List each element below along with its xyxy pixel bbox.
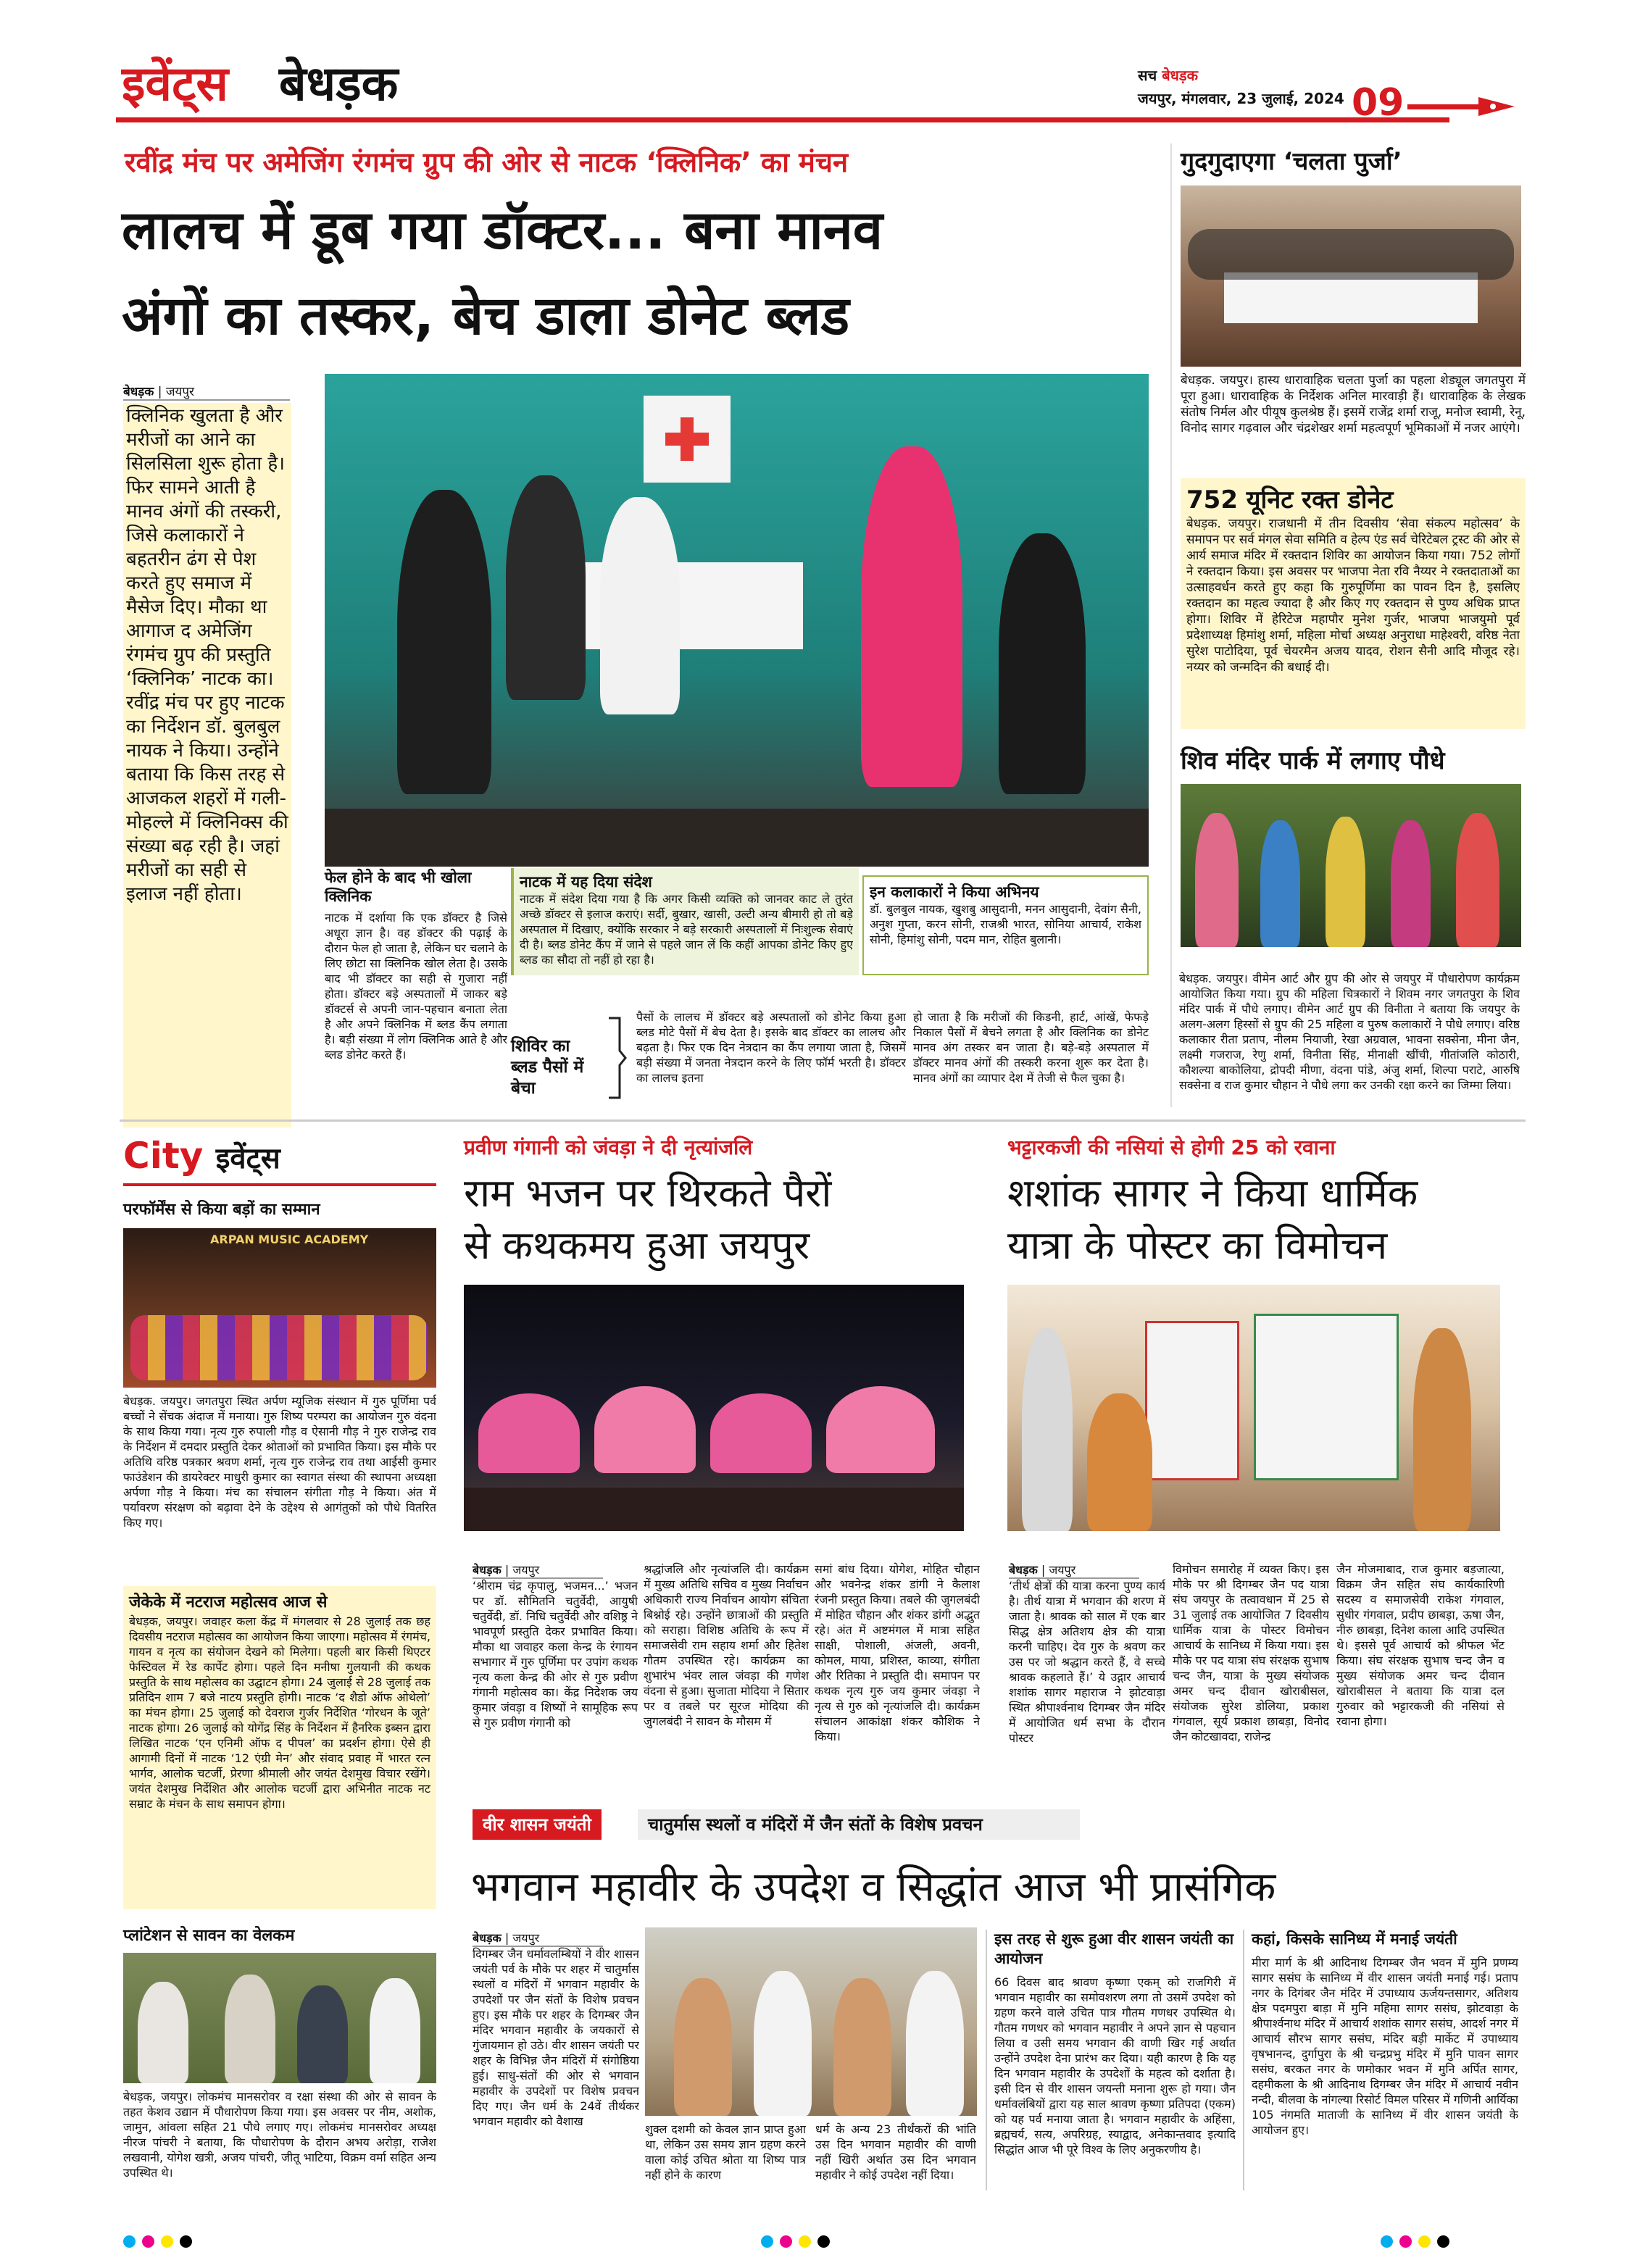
jain-box-venues: [1243, 1930, 1518, 2190]
poster-headline-2: यात्रा के पोस्टर का विमोचन: [1007, 1222, 1388, 1268]
jain-photo: [645, 1927, 977, 2116]
poster-photo: [1007, 1285, 1500, 1531]
jain-col-1: दिगम्बर जैन धर्मावलम्बियों ने वीर शासन जयंती पर्व के मौके पर शहर में चातुर्मास स्थलों व मंदिरों में भगवान महावीर के उपदेशों पर जैन संतों के विशेष प्रवचन हुए। इस मौके पर शहर के दिगम्बर जैन मंदिर भगवान महावीर के जयकारों से गुंजायमान हो उठे। वीर शासन जयंती पर शहर के विभिन्न जैन मंदिरों में संगोष्ठिया हुई। साधु-संतों की ओर से भगवान महावीर के उपदेशों पर विशेष प्रवचन दिए गए। जैन धर्म के 24वें तीर्थकर भगवान महावीर को वैशाख: [473, 1947, 639, 2128]
kathak-col-1: ‘श्रीराम चंद्र कृपालु, भजमन...’ भजन पर डॉ. सौमितनि चतुर्वेदी, आयुषी चतुर्वेदी, डॉ. निधि चतुर्वेदी और वशिष्ठ्र ने भावपूर्ण प्रस्तुति देकर प्रभावित किया। मौका था जवाहर कला केन्द्र के रंगायन सभागार में गुरु पूर्णिमा पर उपांग कथक नृत्य कला केन्द्र की ओर से गुरु प्रवीण गंगानी महोत्सव का। केंद्र निदेशक जय कुमार जंवड़ा व शिष्यों ने सामूहिक रूप से गुरु प्रवीण गंगानी को: [473, 1579, 638, 1730]
jain-tag: वीर शासन जयंती: [473, 1809, 602, 1840]
city-s2-box: [123, 1586, 436, 1909]
byline-city: जयपुर: [165, 385, 194, 399]
lead-box-artists: [862, 875, 1149, 975]
jain-col-2: शुक्ल दशमी को केवल ज्ञान प्राप्त हुआ था, लेकिन उस समय ज्ञान ग्रहण करने वाला कोई उचित श्रोता या शिष्य पात्र नहीं होने के कारण: [645, 2122, 806, 2182]
jain-box2-text: मीरा मार्ग के श्री आदिनाथ दिगम्बर जैन भवन में मुनि प्रणम्य सागर ससंघ के सानिध्य में वीर शासन जयंती मनाई गई। प्रताप नगर के दिगंबर जैन मंदिर में उपाध्याय ऊर्जयन्तसागर, अतिशय क्षेत्र पदमपुरा बाड़ा में मुनि महिमा सागर ससंघ, झोटवाड़ा के श्रीपार्श्वनाथ मंदिर में आचार्य शशांक सागर ससंघ, आदर्श नगर में आचार्य सौरभ सागर ससंघ, मंदिर बड़ी मार्केट में उपाध्याय वृषभानन्द, दुर्गापुरा के श्री चन्द्रप्रभु मंदिर में मुनि पावन सागर ससंघ, बरकत नगर के णमोकार भवन में मुनि अर्पित सागर, दहमीकला के श्री आदिनाथ दिगम्बर जैन मंदिर में आचार्य नवीन नन्दी, बीलवा के नांगल्या रिसोर्ट विमल परिसर में गणिनी आर्यिका 105 नंगमति माताजी के सानिध्य में वीर शासन जयंती के आयोजन हुए।: [1252, 1956, 1518, 2137]
kathak-photo: [464, 1285, 964, 1531]
lead-byline: बेधड़क | जयपुर: [123, 383, 290, 401]
story2-title: 752 यूनिट रक्त डोनेट: [1186, 485, 1394, 514]
paper-tag-1: सच: [1138, 67, 1157, 84]
box2-text: नाटक में संदेश दिया गया है कि अगर किसी व्यक्ति को जानवर काट ले तुरंत अच्छे डॉक्टर से इलाज कराएं। सर्दी, बुखार, खासी, उल्टी अन्य बीमारी हो तो बड़े अस्पताल में दिखाए, क्योंकि सरकार ने बड़े सरकारी अस्पतालों में निःशुल्क सेवाएं दी है। ब्लड डोनेट कैंप में जाने से पहले जान लें कि कहीं आपका डोनेट किए हुए ब्लड का सौदा तो नहीं हो रहा है।: [520, 892, 853, 967]
jain-kicker: चातुर्मास स्थलों व मंदिरों में जैन संतों के विशेष प्रवचन: [638, 1809, 1080, 1840]
box3-title: इन कलाकारों ने किया अभिनय: [870, 883, 1039, 901]
kathak-col-2: श्रद्धांजलि और नृत्यांजलि दी। कार्यक्रम में मुख्य अतिथि सचिव व मुख्य निर्वाचन अधिकारी राज्य निर्वाचन आयोग संचिता बिश्नोई रहे। उन्होंने छात्राओं की प्रस्तुति को सराहा। विशिष्ठ अतिथि के रूप में समाजसेवी राम सहाय शर्मा और हितेश गौतम उपस्थित रहे। कार्यक्रम का शुभारंभ भंवर लाल जंवड़ा की गणेश वंदना से हुआ। सुजाता मोदिया ने सितार पर व तबले पर सूरज मोदिया की जुगलबंदी ने सावन के मौसम में: [644, 1562, 809, 1728]
kathak-byline-city: जयपुर: [512, 1563, 540, 1577]
city-s3-photo: [123, 1953, 436, 2083]
city-s2-text: बेधड़क, जयपुर। जवाहर कला केंद्र में मंगलवार से 28 जुलाई तक छह दिवसीय नटराज महोत्सव का आयोजन किया जाएगा। महोत्सव में रंगमंच, गायन व नृत्य का संयोजन देखने को मिलेगा। पहली बार किसी थिएटर फेस्टिवल में रेड कार्पेट होगा। पहले दिन मनीषा गुलयानी की कथक प्रस्तुति के साथ महोत्सव का उद्घाटन होगा। 24 जुलाई से 28 जुलाई तक प्रतिदिन शाम 7 बजे नाटय प्रस्तुति होगी। नाटक ‘द शैडो ऑफ ओथेलो’ का मंचन होगा। 25 जुलाई को देवराज गुर्जर निर्देशित ‘गोरधन के जूते’ नाटक होगा। 26 जुलाई को योगेंद्र सिंह के निर्देशन में हैनरिक इब्सन द्वारा लिखित नाटक ‘एन एनिमी ऑफ द पीपल’ का प्रदर्शन होगा। ऐसे ही आगामी दिनों में नाटक ‘12 एंग्री मेन’ और संवाद प्रवाह में भारत रत्न भार्गव, आलोक चटर्जी, प्रेरणा श्रीमाली और जयंत देशमुख विचार रखेंगे। जयंत देशमुख निर्देशित और आलोक चटर्जी द्वारा अभिनीत नाटक नट सम्राट के मंचन के साथ समापन होगा।: [129, 1614, 430, 1811]
paper-tag: [1138, 65, 1198, 85]
story1-photo: [1181, 185, 1521, 367]
kathak-headline-2: से कथकमय हुआ जयपुर: [464, 1222, 810, 1268]
city-title-en: City: [123, 1135, 204, 1177]
right-column-top: [1170, 143, 1526, 1107]
city-s2-title: जेकेके में नटराज महोत्सव आज से: [129, 1593, 328, 1612]
jain-col-3: धर्म के अन्य 23 तीर्थंकरों की भांति उस दिन भगवान महावीर की वाणी नहीं खिरी अर्थात उस दिन भगवान महावीर ने कोई उपदेश नहीं दिया।: [815, 2122, 976, 2182]
jain-byline-name: बेधड़क: [473, 1931, 502, 1945]
poster-kicker: भट्टारकजी की नसियां से होगी 25 को रवाना: [1007, 1135, 1336, 1159]
quote-bracket-icon: [605, 1014, 627, 1101]
poster-col-2: विमोचन समारोह में व्यक्त किए। इस मौके पर श्री दिगम्बर जैन पद यात्रा संघ जयपुर के तत्वावधान में 25 से 31 जुलाई तक आयोजित 7 दिवसीय धार्मिक यात्रा के पोस्टर विमोचन आचार्य के सानिध्य में किया गया। इस मौके पर पद यात्रा संघ संरक्षक सुभाष चन्द जैन, यात्रा के मुख्य संयोजक अमर चन्द दीवान खोराबीसल, संयोजक सुरेश डोलिया, प्रकाश गंगवाल, सूर्य प्रकाश छाबड़ा, विनोद जैन कोटखावदा, राजेन्द्र: [1173, 1562, 1329, 1743]
lead-headline-line2: अंगों का तस्कर, बेच डाला डोनेट ब्लड: [122, 285, 850, 347]
jain-headline: भगवान महावीर के उपदेश व सिद्धांत आज भी प्रासंगिक: [471, 1864, 1276, 1911]
city-title: [123, 1134, 436, 1180]
box1-title: फेल होने के बाद भी खोला क्लिनिक: [325, 869, 472, 905]
kathak-kicker: प्रवीण गंगानी को जंवड़ा ने दी नृत्यांजलि: [464, 1135, 753, 1159]
jain-byline-city: जयपुर: [512, 1931, 540, 1945]
city-s1-photo: [123, 1228, 436, 1388]
kathak-byline: बेधड़क | जयपुर: [473, 1562, 603, 1579]
city-title-hi: इवेंट्स: [215, 1142, 280, 1175]
lead-col-a: पैसों के लालच में डॉक्टर बड़े अस्पतालों को डोनेट किया हुआ ब्लड मोटे पैसों में बेच देता है। इसके बाद डॉक्टर का लालच और बढ़ता है। फिर एक दिन नेत्रदान का कैंप लगाया जाता है, जिसमें बड़ी संख्या में जनता नेत्रदान करने के लिए फॉर्म भरती है। डॉक्टर का लालच इतना: [636, 1010, 906, 1085]
lead-intro: क्लिनिक खुलता है और मरीजों का आने का सिलसिला शुरू होता है। फिर सामने आती है मानव अंगों की तस्करी, जिसे कलाकारों ने बहतरीन ढंग से पेश करते हुए समाज में मैसेज दिए। मौका था आगाज द अमेजिंग रंगमंच ग्रुप की प्रस्तुति ‘क्लिनिक’ नाटक का। रवींद्र मंच पर हुए नाटक का निर्देशन डॉ. बुलबुल नायक ने किया। उन्होंने बताया कि किस तरह से आजकल शहरों में गली-मोहल्ले में क्लिनिक्स की संख्या बढ़ रही है। जहां मरीजों का सही से इलाज नहीं होता।: [123, 403, 291, 1127]
lead-pull-quote: शिविर का ब्लड पैसों में बेचा: [511, 1037, 584, 1098]
lead-box-failed-clinic: [325, 868, 507, 1109]
jain-box1-text: 66 दिवस बाद श्रावण कृष्णा एकम् को राजगिरी में भगवान महावीर का समोवशरण लगा तो उसमें उपदेश को ग्रहण करने वाले उचित पात्र गौतम गणधर उपस्थित थे। गौतम गणधर को भगवान महावीर ने अपने ज्ञान से पहचान लिया व उसी समय भगवान की वाणी खिर गई अर्थात उन्होंने उपदेश देना प्रारंभ कर दिया। यही कारण है कि यह दिन भगवान महावीर के उपदेशों के महत्व को दर्शाता है। इसी दिन से वीर शासन जयन्ती मनाना शुरू हो गया। जैन धर्मावलंबियों द्वारा यह साल श्रावण कृष्णा प्रतिपदा (एकम) को यह पर्व मनाया जाता है। भगवान महावीर के अहिंसा, ब्रह्मचर्य, सत्य, अपरिग्रह, स्याद्वाद, अनेकान्तवाद इत्यादि सिद्धांत आज भी पूरे विश्व के लिए अनुकरणीय है।: [994, 1975, 1236, 2156]
jain-box2-title: कहां, किसके सानिध्य में मनाई जयंती: [1252, 1930, 1457, 1948]
city-s3-text: बेधड़क, जयपुर। लोकमंच मानसरोवर व रक्षा संस्था की ओर से सावन के तहत केशव उद्यान में पौधारोपण किया गया। इस अवसर पर नीम, अशोक, जामुन, आंवला सहित 21 पौधे लगाए गए। लोकमंच मानसरोवर अध्यक्ष नीरज पांचरी ने बताया, कि पौधारोपण के दौरान अभय अरोड़ा, राजेश लखवानी, योगेश खत्री, अजय पांचरी, जीतू भाटिया, विक्रम वर्मा सहित अन्य उपस्थित थे।: [123, 2090, 436, 2180]
story3-text: बेधड़क. जयपुर। वीमेन आर्ट और ग्रुप की ओर से जयपुर में पौधारोपण कार्यक्रम आयोजित किया गया। ग्रुप की महिला चित्रकारों ने शिवम नगर जगतपुरा के शिव मंदिर पार्क में पौधे लगाए। वीमेन आर्ट ग्रुप की विनीता ने बताया कि जयपुर के अलग-अलग हिस्सों से ग्रुप की 25 महिला व पुरुष कलाकारों ने पौधे लगाए। वरिष्ठ कलाकार रीता प्रताप, नीलम नियाजी, रेखा अग्रवाल, भावना सक्सेना, मीना जैन, लक्ष्मी गजराज, रेणु शर्मा, विनीता सिंह, मीनाक्षी खींची, गीतांजलि कोठारी, कौशल्या बाकोलिया, द्रोपदी मीणा, वंदना पांडे, अंजु शर्मा, शिल्पा पराटे, आरुषि सक्सेना व राज कुमार चौहान ने पौधे लगा कर उनकी रक्षा करने का जिम्मा लिया।: [1179, 972, 1520, 1092]
lead-kicker: रवींद्र मंच पर अमेजिंग रंगमंच ग्रुप की ओर से नाटक ‘क्लिनिक’ का मंचन: [125, 146, 849, 178]
poster-byline: बेधड़क | जयपुर: [1009, 1562, 1139, 1579]
kathak-byline-name: बेधड़क: [473, 1563, 502, 1577]
box3-text: डॉ. बुलबुल नायक, खुशबु आसुदानी, मनन आसुदानी, देवांग सैनी, अनुश गुप्ता, करन सोनी, राजश्री भारत, सोनिया आचार्य, राकेश सोनी, हिमांशु सोनी, पदम मान, रोहित बुलानी।: [870, 902, 1141, 946]
box2-title: नाटक में यह दिया संदेश: [520, 873, 652, 891]
poster-byline-city: जयपुर: [1049, 1563, 1076, 1577]
city-title-rule: [123, 1183, 436, 1186]
section-divider: [120, 1120, 1526, 1122]
jain-byline: बेधड़क | जयपुर: [473, 1930, 603, 1947]
poster-col-1: ‘तीर्थ क्षेत्रों की यात्रा करना पुण्य कार्य है। तीर्थ यात्रा में भगवान की शरण में जाता है। श्रावक को साल में एक बार सिद्ध क्षेत्र अतिशय क्षेत्र की यात्रा करनी चाहिए। देव गुरु के श्रवण कर उस पर जो श्रद्धान करते हैं, वे सच्चे श्रावक कहलाते हैं।’ ये उद्गार आचार्य शशांक सागर महाराज ने झोटवाड़ा स्थित श्रीपार्श्वनाथ दिगम्बर जैन मंदिर में आयोजित धर्म सभा के दौरान पोस्टर: [1009, 1579, 1165, 1745]
city-section: [123, 1134, 436, 2221]
dateline: जयपुर, मंगलवार, 23 जुलाई, 2024: [1138, 90, 1344, 107]
jain-box1-title: इस तरह से शुरू हुआ वीर शासन जयंती का आयोजन: [994, 1930, 1234, 1967]
city-s1-banner: ARPAN MUSIC ACADEMY: [210, 1233, 369, 1246]
pen-nib-icon: [1407, 94, 1516, 119]
footer-registration-left: [123, 2235, 199, 2250]
paper-tag-2: बेधड़क: [1162, 67, 1198, 84]
poster-col-3: जैन मोजमाबाद, राज कुमार बड़जात्या, विक्रम जैन सहित संघ कार्यकारिणी सदस्य व समाजसेवी राकेश गंगवाल, सुधीर गंगवाल, प्रदीप छाबड़ा, ऊषा जैन, नीरु छाबड़ा, दिनेश काला आदि उपस्थित थे। इससे पूर्व आचार्य को श्रीफल भेंट किया। संघ संरक्षक सुभाष चन्द जैन व मुख्य संयोजक अमर चन्द दीवान खोराबीसल ने बताया कि यात्रा दल गुरुवार को भट्टारकजी की नसियां से रवाना होगा।: [1336, 1562, 1505, 1728]
story1-title: गुदगुदाएगा ‘चलता पुर्जा’: [1181, 147, 1402, 176]
poster-headline-1: शशांक सागर ने किया धार्मिक: [1007, 1170, 1418, 1216]
masthead: [116, 51, 1522, 138]
city-s1-title: परफॉर्मेंस से किया बड़ों का सम्मान: [123, 1201, 320, 1219]
story1-text: बेधड़क. जयपुर। हास्य धारावाहिक चलता पुर्जा का पहला शेड्यूल जगतपुरा में पूरा हुआ। धारावाहिक के निर्देशक अनिल मारवाड़ी हैं। धारावाहिक के लेखक संतोष निर्मल और पीयूष कुलश्रेष्ठ हैं। इसमें राजेंद्र शर्मा राजू, मनोज स्वामी, रेनू, विनोद सागर गढ़वाल और चंद्रशेखर शर्मा महत्वपूर्ण भूमिकाओं में नजर आएंगे।: [1181, 373, 1526, 435]
kathak-col-3: समां बांध दिया। योगेश, मोहित चौहान और भवनेन्द्र शंकर डांगी ने कैलाश रंजनी प्रस्तुत किया। तबले की जुगलबंदी में मोहित चौहान और शंकर डांगी अद्भुत रहे। अंत में अष्टमंगल में मात्रा सहित साक्षी, पोशाली, अंजली, अवनी, कोमल, माया, प्रशिस्त, काव्या, संगीता और रितिका ने प्रस्तुति दी। समापन पर कथक नृत्य गुरु जय कुमार जंवड़ा ने नृत्य से गुरु को नृत्यांजलि दी। कार्यक्रम संचालन आकांक्षा शंकर कौशिक ने किया।: [815, 1562, 980, 1743]
story2-text: बेधड़क. जयपुर। राजधानी में तीन दिवसीय ‘सेवा संकल्प महोत्सव’ के समापन पर सर्व मंगल सेवा समिति व हेल्प एंड सर्व चेरिटेबल ट्रस्ट की ओर से आर्य समाज मंदिर में रक्तदान शिविर का आयोजन किया गया। 752 लोगों ने रक्तदान किया। इस अवसर पर भाजपा नेता रवि नैय्यर ने रक्तदाताओं का उत्साहवर्धन करते हुए कहा कि गुरुपूर्णिमा का पावन दिन है, इसलिए रक्तदान का महत्व ज्यादा है और किए गए रक्तदान से पुण्य अधिक प्राप्त होगा। शिविर में हेरिटेज महापौर मुनेश गुर्जर, भाजपा भाजयुमो पूर्व प्रदेशाध्यक्ष हिमांशु शर्मा, महिला मोर्चा अध्यक्ष अनुराधा माहेश्वरी, वरिष्ठ नेता सुरेश पाटोदिया, पूर्व चेयरमैन अजय यादव, रोशन सैनी आदि मौजूद रहे। नय्यर को जन्मदिन की बधाई दी।: [1186, 517, 1520, 675]
masthead-title-right: बेधड़क: [279, 56, 399, 112]
lead-box-message: [511, 868, 859, 975]
lead-headline-line1: लालच में डूब गया डॉक्टर... बना मानव: [122, 199, 883, 262]
page-number: 09: [1352, 81, 1405, 125]
footer-registration-center: [761, 2235, 836, 2250]
story3-title: शिव मंदिर पार्क में लगाए पौधे: [1181, 746, 1445, 775]
footer-registration-right: [1381, 2235, 1456, 2250]
masthead-rule: [116, 117, 1449, 122]
story3-photo: [1181, 784, 1521, 947]
poster-byline-name: बेधड़क: [1009, 1563, 1038, 1577]
kathak-headline-1: राम भजन पर थिरकते पैरों: [464, 1170, 832, 1216]
lead-photo: [325, 374, 1149, 867]
byline-name: बेधड़क: [123, 385, 154, 399]
city-s1-text: बेधड़क. जयपुर। जगतपुरा स्थित अर्पण म्यूजिक संस्थान में गुरु पूर्णिमा पर्व बच्चों ने सेंचक अंदाज में मनाया। गुरु शिष्य परम्परा का आयोजन गुरु वंदना के साथ किया गया। नृत्य गुरु रुपाली गौड़ व ऐसानी गौड़ ने गुरु राजेन्द्र राव के निर्देशन में दमदार प्रस्तुति देकर श्रोताओं को प्रभावित किया। इस मौके पर अतिथि वरिष्ठ पत्रकार श्रवण शर्मा, नृत्य गुरु राजेन्द्र राव तथा आईसी कुमार फाउंडेशन की डायरेक्टर माधुरी कुमार का स्वागत संस्था की स्थापना अध्यक्षा अर्पणा गौड़ ने किया। मंच का संचालन संगीता गौड़ ने किया। अंत में पर्यावरण संरक्षण को बढ़ावा देने के उद्देश्य से आगंतुकों को पौधे वितरित किए गए।: [123, 1394, 436, 1530]
masthead-title-left: इवेंट्स: [122, 56, 228, 112]
lead-col-b: हो जाता है कि मरीजों की किडनी, हार्ट, आंखें, फेफड़े निकाल पैसों में बेचने लगता है और क्लिनिक का डोनेट मानव अंग तस्कर बन जाता है। बड़े-बड़े अस्पताल में डॉक्टर मानव अंगों की तस्करी करना शुरू कर देता है। मानव अंगों का व्यापार देश में तेजी से फैल चुका है।: [913, 1010, 1149, 1085]
box1-text: नाटक में दर्शाया कि एक डॉक्टर है जिसे अधूरा ज्ञान है। वह डॉक्टर की पढ़ाई के दौरान फेल हो जाता है, लेकिन घर चलाने के लिए छोटा सा क्लिनिक खोल लेता है। उसके बाद भी डॉक्टर का सही से गुजारा नहीं होता। डॉक्टर बड़े अस्पतालों में जाकर बड़े डॉक्टर्स से अपनी जान-पहचान बनाता लेता है और अपने क्लिनिक में ब्लड कैंप लगाता है। बड़ी संख्या में लोग क्लिनिक आते है और ब्लड डोनेट करते हैं।: [325, 911, 507, 1062]
jain-box-origin: [986, 1930, 1236, 2190]
city-s3-title: प्लांटेशन से सावन का वेलकम: [123, 1927, 295, 1945]
story2-box: [1181, 478, 1526, 729]
